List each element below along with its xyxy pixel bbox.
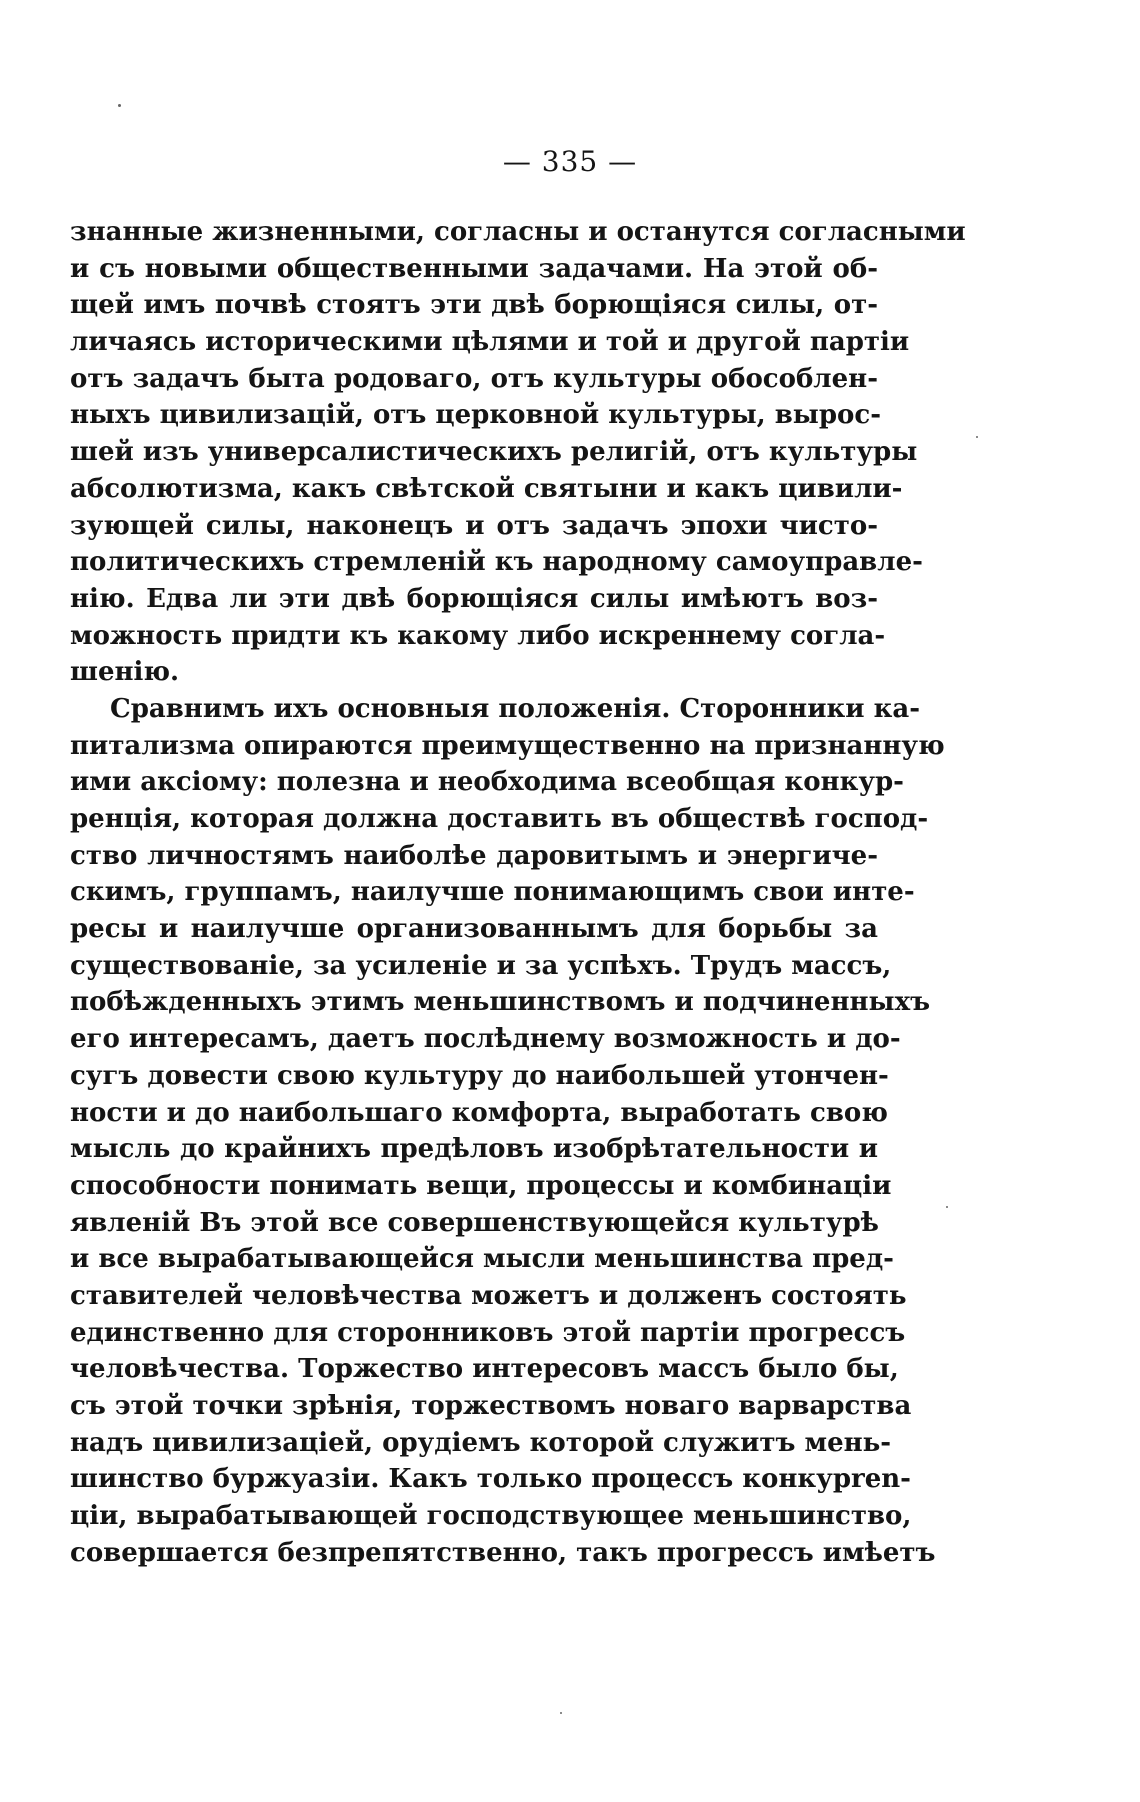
text-line: щей имъ почвѣ стоятъ эти двѣ борющіяся силы, от- [70, 290, 878, 321]
text-line: ство личностямъ наиболѣе даровитымъ и энергиче- [70, 840, 878, 871]
text-line: надъ цивилизаціей, орудіемъ которой служитъ мень- [70, 1427, 892, 1458]
text-line: сугъ довести свою культуру до наибольшей утончен- [70, 1060, 889, 1091]
text-line: способности понимать вещи, процессы и комбинаціи [70, 1170, 892, 1201]
text-line: ресы и наилучше организованнымъ для борьбы за [70, 914, 878, 945]
text-line: и съ новыми общественными задачами. На этой об- [70, 253, 878, 284]
text-line: ціи, вырабатывающей господствующее меньшинство, [70, 1501, 912, 1532]
scan-speck [976, 436, 978, 438]
page-number: — 335 — [502, 145, 638, 178]
scan-speck [118, 104, 121, 107]
text-line: ности и до наибольшаго комфорта, выработать свою [70, 1097, 888, 1128]
text-line: ренція, которая должна доставить въ обществѣ господ- [70, 804, 929, 834]
text-line: политическихъ стремленій къ народному самоуправле- [70, 547, 923, 578]
text-line: зующей силы, наконецъ и отъ задачъ эпохи чисто- [70, 510, 878, 541]
body-text [70, 214, 966, 1571]
text-line: нію. Едва ли эти двѣ борющіяся силы имѣютъ воз- [70, 583, 878, 614]
text-line: шинство буржуазіи. Какъ только процессъ конкурren- [70, 1464, 911, 1495]
text-line: ныхъ цивилизацій, отъ церковной культуры, вырос- [70, 400, 882, 431]
text-line: абсолютизма, какъ свѣтской святыни и какъ цивили- [70, 473, 903, 504]
text-line: человѣчества. Торжество интересовъ массъ было бы, [70, 1354, 899, 1385]
text-line: отъ задачъ быта родоваго, отъ культуры обособлен- [70, 363, 878, 394]
paragraph-end-line: шенію. [70, 657, 180, 688]
text-line: побѣжденныхъ этимъ меньшинствомъ и подчиненныхъ [70, 987, 931, 1018]
text-line: можность придти къ какому либо искреннему согла- [70, 620, 886, 651]
text-line: скимъ, группамъ, наилучше понимающимъ свои инте- [70, 877, 915, 908]
text-line: ставителей человѣчества можетъ и долженъ состоять [70, 1280, 907, 1311]
text-line: совершается безпрепятственно, такъ прогрессъ имѣетъ [70, 1537, 936, 1568]
text-line: и все вырабатывающейся мысли меньшинства пред- [70, 1244, 894, 1275]
text-line: шей изъ универсалистическихъ религій, отъ культуры [70, 437, 918, 468]
paragraph-start-line: Сравнимъ ихъ основныя положенія. Сторонники ка- [110, 693, 921, 724]
text-line: существованіе, за усиленіе и за успѣхъ. Трудъ массъ, [70, 950, 892, 981]
text-line: знанные жизненными, согласны и останутся согласными [70, 217, 966, 247]
text-line: явленій Въ этой все совершенствующейся культурѣ [70, 1207, 879, 1238]
text-line: питализма опираются преимущественно на признанную [70, 730, 945, 761]
text-line: съ этой точки зрѣнія, торжествомъ новаго варварства [70, 1391, 912, 1421]
text-line: мысль до крайнихъ предѣловъ изобрѣтательности и [70, 1134, 878, 1165]
text-line: личаясь историческими цѣлями и той и другой партіи [70, 327, 910, 358]
text-line: его интересамъ, даетъ послѣднему возможность и до- [70, 1024, 901, 1055]
scan-speck [946, 1206, 948, 1208]
text-line: единственно для сторонниковъ этой партіи прогрессъ [70, 1317, 906, 1348]
text-line: ими аксіому: полезна и необходима всеобщая конкур- [70, 767, 904, 798]
scan-speck [560, 1712, 562, 1714]
